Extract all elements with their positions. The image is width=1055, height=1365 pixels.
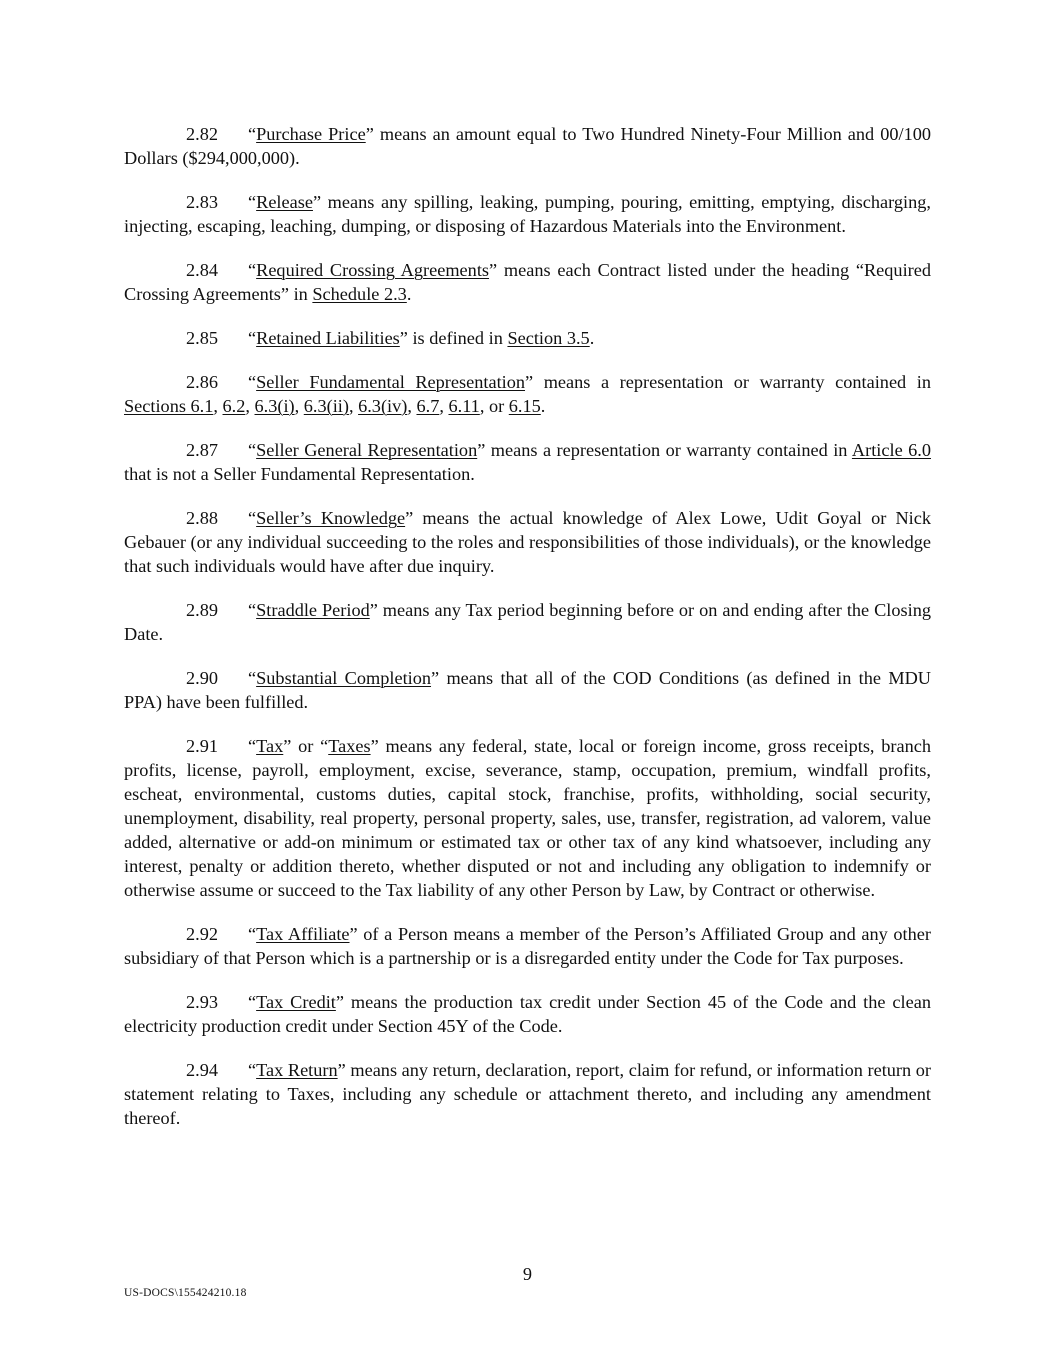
defined-term-reference: Section 3.5 xyxy=(507,328,590,348)
defined-term-reference: Tax Credit xyxy=(256,992,336,1012)
page-number: 9 xyxy=(522,1264,533,1284)
definition-text: ” means an amount equal to Two Hundred Ninety-Four Million and 00/100 Dollars ($294,000,000). xyxy=(124,124,931,168)
defined-term-reference: Retained Liabilities xyxy=(256,328,400,348)
defined-term-reference: Tax xyxy=(256,736,284,756)
definition-text: , xyxy=(245,396,255,416)
definition-text: ” means any return, declaration, report, claim for refund, or information return or statement relating to Taxes, including any schedule or attachment thereto, and including any amendment thereof. xyxy=(124,1060,931,1128)
definition-text: “ xyxy=(248,600,257,620)
definition-paragraph xyxy=(124,922,931,970)
definition-paragraph xyxy=(124,734,931,902)
definition-text: “ xyxy=(248,260,257,280)
definition-text: “ xyxy=(248,328,257,348)
defined-term-reference: 6.3(i) xyxy=(254,396,295,416)
defined-term-reference: Required Crossing Agreements xyxy=(256,260,490,280)
defined-term-reference: Tax Affiliate xyxy=(256,924,350,944)
definitions-list xyxy=(124,122,931,1150)
definition-paragraph xyxy=(124,990,931,1038)
definition-text: “ xyxy=(248,924,257,944)
defined-term-reference: Article 6.0 xyxy=(851,440,931,460)
document-id: US-DOCS\155424210.18 xyxy=(124,1287,247,1299)
defined-term-reference: Straddle Period xyxy=(256,600,370,620)
section-number: 2.87 xyxy=(186,440,218,460)
defined-term-reference: Purchase Price xyxy=(256,124,366,144)
section-number: 2.85 xyxy=(186,328,218,348)
defined-term-reference: 6.15 xyxy=(508,396,541,416)
definition-text: , xyxy=(294,396,304,416)
definition-text: “ xyxy=(248,1060,257,1080)
defined-term-reference: Tax Return xyxy=(256,1060,338,1080)
definition-text: , xyxy=(439,396,449,416)
definition-paragraph xyxy=(124,506,931,578)
definition-text: ” is defined in xyxy=(399,328,508,348)
definition-text: that is not a Seller Fundamental Representation. xyxy=(124,464,475,484)
definition-text: ” means a representation or warranty contained in xyxy=(477,440,852,460)
definition-paragraph xyxy=(124,122,931,170)
definition-paragraph xyxy=(124,258,931,306)
defined-term-reference: 6.3(ii) xyxy=(303,396,349,416)
section-number: 2.94 xyxy=(186,1060,218,1080)
definition-text: , xyxy=(407,396,417,416)
definition-text: ” means that all of the COD Conditions (as defined in the MDU PPA) have been fulfilled. xyxy=(124,668,931,712)
section-number: 2.93 xyxy=(186,992,218,1012)
definition-text: ” means a representation or warranty contained in xyxy=(525,372,931,392)
definition-text: ” means each Contract listed under the heading “Required Crossing Agreements” in xyxy=(124,260,931,304)
section-number: 2.92 xyxy=(186,924,218,944)
definition-text: , xyxy=(213,396,223,416)
definition-text: “ xyxy=(248,124,257,144)
defined-term-reference: Seller Fundamental Representation xyxy=(256,372,526,392)
definition-paragraph xyxy=(124,666,931,714)
definition-text: ” or “ xyxy=(283,736,329,756)
definition-text: . xyxy=(589,328,595,348)
defined-term-reference: Taxes xyxy=(328,736,371,756)
definition-text: ” means any federal, state, local or foreign income, gross receipts, branch profits, license, payroll, employment, excise, severance, stamp, occupation, premium, windfall profits, escheat, environmental, customs duties, capital stock, franchise, profits, withholding, social security, unemployment, disability, real property, personal property, sales, use, transfer, registration, ad valorem, value added, alternative or add-on minimum or estimated tax or other tax of any kind whatsoever, including any interest, penalty or addition thereto, whether disputed or not and including any obligation to indemnify or otherwise assume or succeed to the Tax liability of any other Person by Law, by Contract or otherwise. xyxy=(124,736,931,900)
defined-term-reference: Substantial Completion xyxy=(256,668,432,688)
section-number: 2.89 xyxy=(186,600,218,620)
section-number: 2.82 xyxy=(186,124,218,144)
definition-paragraph xyxy=(124,438,931,486)
defined-term-reference: Sections 6.1 xyxy=(124,396,214,416)
definition-text: “ xyxy=(248,440,257,460)
definition-text: “ xyxy=(248,736,257,756)
definition-paragraph xyxy=(124,598,931,646)
definition-text: . xyxy=(406,284,412,304)
section-number: 2.90 xyxy=(186,668,218,688)
definition-text: “ xyxy=(248,192,257,212)
definition-text: ” means any spilling, leaking, pumping, pouring, emitting, emptying, discharging, injecting, escaping, leaching, dumping, or disposing of Hazardous Materials into the Environment. xyxy=(124,192,931,236)
definition-text: , or xyxy=(479,396,509,416)
definition-text: . xyxy=(540,396,546,416)
section-number: 2.83 xyxy=(186,192,218,212)
section-number: 2.84 xyxy=(186,260,218,280)
definition-text: , xyxy=(348,396,359,416)
defined-term-reference: Schedule 2.3 xyxy=(312,284,407,304)
section-number: 2.88 xyxy=(186,508,218,528)
definition-paragraph xyxy=(124,190,931,238)
definition-text: “ xyxy=(248,508,257,528)
defined-term-reference: 6.2 xyxy=(222,396,246,416)
definition-text: “ xyxy=(248,668,257,688)
definition-paragraph xyxy=(124,326,931,350)
definition-text: ” of a Person means a member of the Person’s Affiliated Group and any other subsidiary of that Person which is a partnership or is a disregarded entity under the Code for Tax purposes. xyxy=(124,924,931,968)
definition-text: ” means the actual knowledge of Alex Lowe, Udit Goyal or Nick Gebauer (or any individual succeeding to the roles and responsibilities of those individuals), or the knowledge that such individuals would have after due inquiry. xyxy=(124,508,932,576)
defined-term-reference: 6.7 xyxy=(416,396,440,416)
section-number: 2.91 xyxy=(186,736,218,756)
definition-paragraph xyxy=(124,370,931,418)
definition-text: ” means the production tax credit under Section 45 of the Code and the clean electricity production credit under Section 45Y of the Code. xyxy=(124,992,931,1036)
defined-term-reference: Release xyxy=(256,192,313,212)
definition-text: “ xyxy=(248,992,257,1012)
defined-term-reference: Seller’s Knowledge xyxy=(256,508,406,528)
defined-term-reference: Seller General Representation xyxy=(256,440,478,460)
definition-text: “ xyxy=(248,372,257,392)
section-number: 2.86 xyxy=(186,372,218,392)
defined-term-reference: 6.11 xyxy=(448,396,480,416)
definition-text: ” means any Tax period beginning before or on and ending after the Closing Date. xyxy=(124,600,931,644)
defined-term-reference: 6.3(iv) xyxy=(358,396,408,416)
definition-paragraph xyxy=(124,1058,931,1130)
